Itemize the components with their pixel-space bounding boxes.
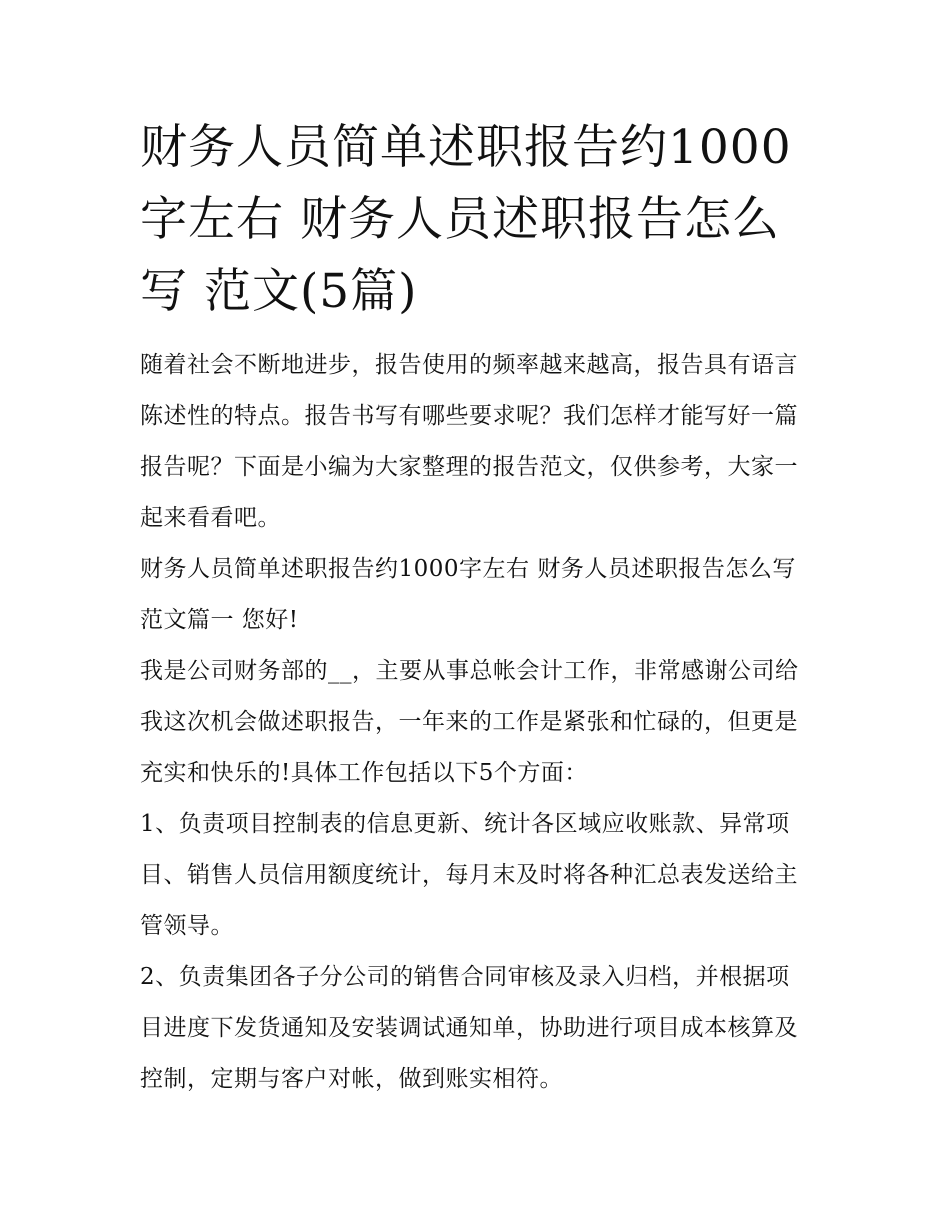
work-item-2-paragraph: 2、负责集团各子分公司的销售合同审核及录入归档，并根据项目进度下发货通知及安装调试通知单，协助进行项目成本核算及控制，定期与客户对帐，做到账实相符。 bbox=[140, 964, 798, 1092]
work-item-1-paragraph: 1、负责项目控制表的信息更新、统计各区域应收账款、异常项目、销售人员信用额度统计，每月末及时将各种汇总表发送给主管领导。 bbox=[140, 811, 798, 939]
intro-paragraph: 随着社会不断地进步，报告使用的频率越来越高，报告具有语言陈述性的特点。报告书写有哪些要求呢？我们怎样才能写好一篇报告呢？下面是小编为大家整理的报告范文，仅供参考，大家一起来看看吧。 bbox=[140, 352, 798, 531]
section-heading-paragraph: 财务人员简单述职报告约1000字左右 财务人员述职报告怎么写 范文篇一 您好! bbox=[140, 556, 796, 633]
document-body bbox=[140, 112, 812, 1105]
document-title: 财务人员简单述职报告约1000字左右 财务人员述职报告怎么写 范文(5篇) bbox=[140, 120, 792, 319]
self-introduction-paragraph: 我是公司财务部的__，主要从事总帐会计工作，非常感谢公司给我这次机会做述职报告，一年来的工作是紧张和忙碌的，但更是充实和快乐的!具体工作包括以下5个方面： bbox=[140, 658, 799, 786]
